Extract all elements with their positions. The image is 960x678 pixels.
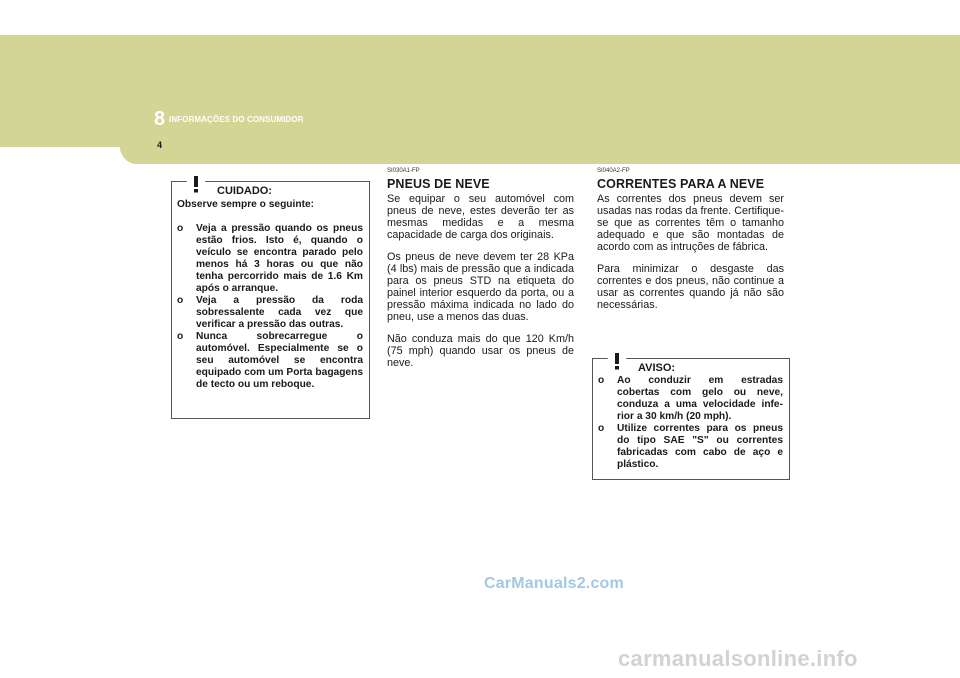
warning-triangle-icon: [597, 345, 637, 373]
list-item: o Veja a pressão da roda sobressalente cada vez que verificar a pressão das outras.: [177, 295, 363, 330]
warning-list: [598, 375, 783, 471]
warning-title: AVISO:: [638, 362, 676, 374]
list-item: o Utilize correntes para os pneus do tipo SAE "S" ou correntes fabricadas com cabo de aço e plástico.: [598, 423, 783, 470]
section-heading: CORRENTES PARA A NEVE: [597, 177, 765, 191]
page-number: 4: [157, 140, 163, 150]
bullet: o: [598, 423, 605, 434]
caution-box: [171, 181, 370, 419]
bullet: o: [598, 375, 605, 386]
paragraph: Não conduza mais do que 120 Km/h (75 mph) quando usar os pneus de neve.: [387, 333, 574, 369]
warning-box: [592, 358, 790, 480]
list-item: o Ao conduzir em estradas cobertas com gelo ou neve, conduza a uma velocidade infe-rior a 30 km/h (20 mph).: [598, 375, 783, 422]
chapter-number: 8: [154, 108, 166, 130]
watermark-carmanualsonline[interactable]: carmanualsonline.info: [618, 646, 858, 671]
chapter-title: INFORMAÇÕES DO CONSUMIDOR: [169, 115, 304, 124]
watermark-carmanuals[interactable]: CarManuals2.com: [484, 575, 624, 592]
warning-triangle-icon: [176, 168, 216, 196]
section-code: SI030A1-FP: [387, 168, 420, 174]
caution-title: CUIDADO:: [217, 185, 272, 197]
paragraph: Os pneus de neve devem ter 28 KPa (4 lbs) mais de pressão que a indicada para os pneus STD na etiqueta do painel interior esquerdo da porta, ou a pressão máxima indicada no lado do pneu, use a menos das duas.: [387, 251, 574, 323]
bullet: o: [177, 331, 184, 342]
list-item: o Nunca sobrecarregue o automóvel. Especialmente se o seu automóvel se encontra equipado com um Porta bagagens de tecto ou um reboque.: [177, 331, 363, 390]
list-item: o Veja a pressão quando os pneus estão frios. Isto é, quando o veículo se encontra parado pelo menos há 3 horas ou que não tenha percorrido mais de 1.6 Km após o arranque.: [177, 223, 363, 294]
snow-chains-section: [597, 165, 784, 321]
paragraph: Se equipar o seu automóvel com pneus de neve, estes deverão ter as mesmas medidas e a mesma capacidade de carga dos originais.: [387, 193, 574, 241]
bullet: o: [177, 223, 184, 234]
bullet: o: [177, 295, 184, 306]
caution-intro: Observe sempre o seguinte:: [177, 199, 315, 210]
paragraph: As correntes dos pneus devem ser usadas nas rodas da frente. Certifique-se que as correntes têm o tamanho adequado e que são montadas de acordo com as intruções de fábrica.: [597, 193, 784, 253]
chapter-tab: [120, 130, 960, 164]
section-heading: PNEUS DE NEVE: [387, 177, 490, 191]
snow-tires-section: [387, 165, 574, 379]
caution-list: [177, 223, 363, 391]
paragraph: Para minimizar o desgaste das correntes e dos pneus, não continue a usar as correntes quando já não são necessárias.: [597, 263, 784, 311]
section-code: SI040A2-FP: [597, 168, 630, 174]
